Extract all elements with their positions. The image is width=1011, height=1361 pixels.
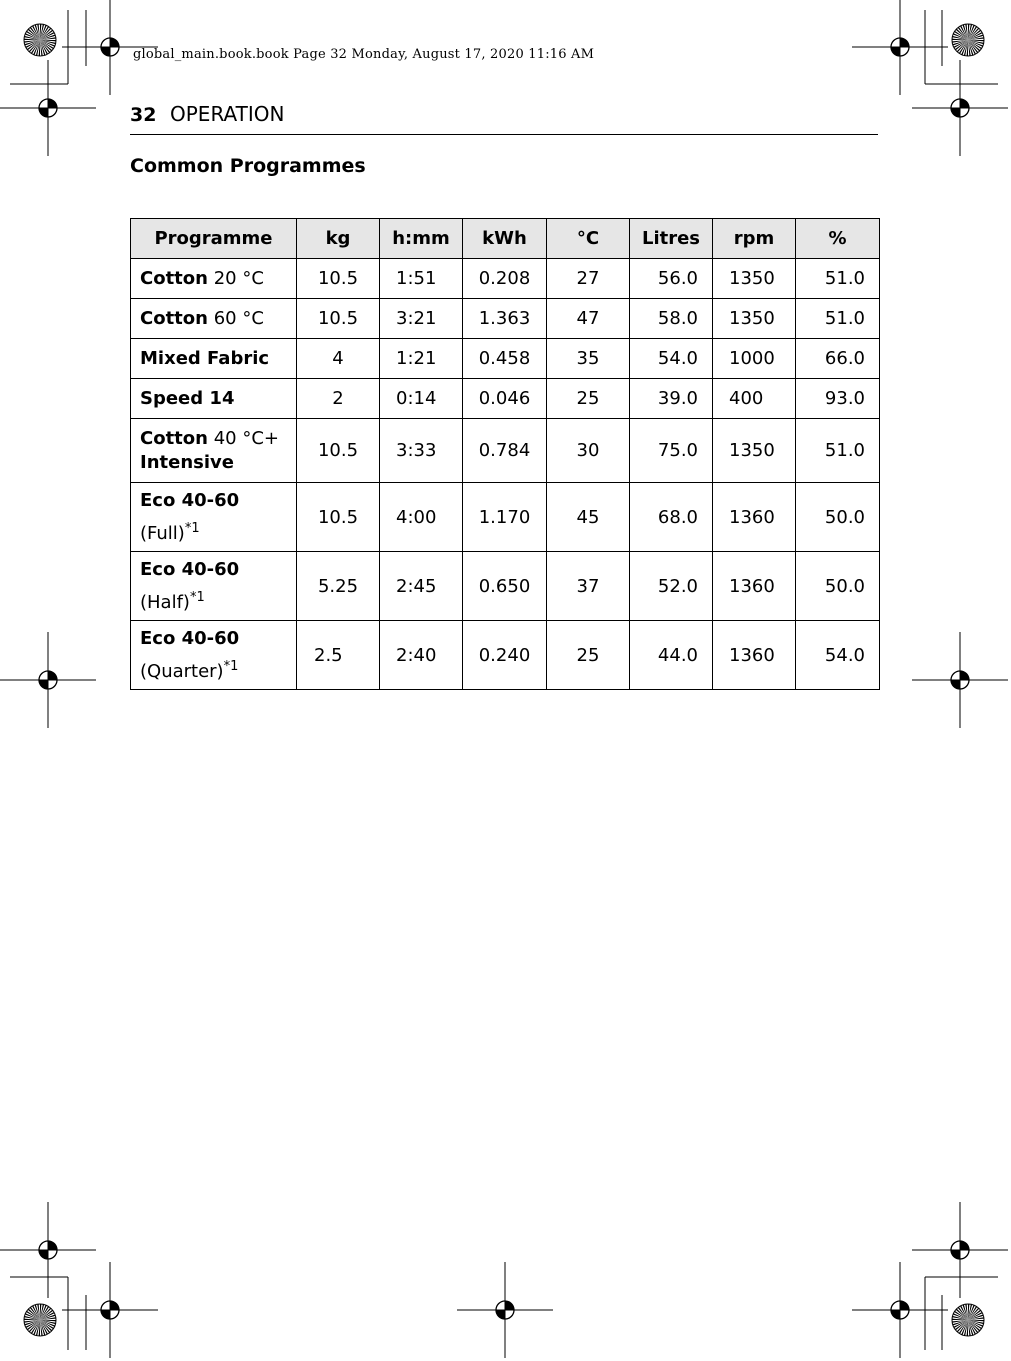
litres-cell: 44.0 bbox=[630, 621, 713, 690]
table-row bbox=[131, 552, 880, 621]
section-label: OPERATION bbox=[170, 102, 285, 126]
kg-cell: 2 bbox=[297, 379, 380, 419]
rpm-cell: 1350 bbox=[713, 259, 796, 299]
rpm-cell: 1350 bbox=[713, 419, 796, 483]
time-cell: 1:21 bbox=[380, 339, 463, 379]
programme-name: Eco 40-60 (Quarter)$^{*1}$ bbox=[131, 621, 297, 690]
kwh-cell: 1.170 bbox=[463, 483, 547, 552]
kg-cell: 10.5 bbox=[297, 483, 380, 552]
time-cell: 1:51 bbox=[380, 259, 463, 299]
footnote-marker: *1 bbox=[189, 589, 205, 605]
programme-name: Speed 14 bbox=[131, 379, 297, 419]
rpm-cell: 1000 bbox=[713, 339, 796, 379]
temp-cell: 27 bbox=[547, 259, 630, 299]
table-header-row bbox=[131, 219, 880, 259]
radial-star-target-icon bbox=[952, 24, 984, 56]
rpm-cell: 1360 bbox=[713, 483, 796, 552]
table-row bbox=[131, 483, 880, 552]
kwh-cell: 0.650 bbox=[463, 552, 547, 621]
litres-cell: 52.0 bbox=[630, 552, 713, 621]
table-row bbox=[131, 299, 880, 339]
table-row bbox=[131, 259, 880, 299]
temp-cell: 25 bbox=[547, 621, 630, 690]
litres-cell: 75.0 bbox=[630, 419, 713, 483]
table-row bbox=[131, 379, 880, 419]
radial-star-target-icon bbox=[24, 24, 56, 56]
temp-cell: 30 bbox=[547, 419, 630, 483]
column-header: Litres bbox=[630, 219, 713, 259]
section-title: Common Programmes bbox=[130, 155, 366, 177]
column-header: Programme bbox=[131, 219, 297, 259]
column-header: kg bbox=[297, 219, 380, 259]
kg-cell: 10.5 bbox=[297, 259, 380, 299]
column-header: kWh bbox=[463, 219, 547, 259]
litres-cell: 58.0 bbox=[630, 299, 713, 339]
programme-name: Eco 40-60 (Half)$^{*1}$ bbox=[131, 552, 297, 621]
percent-cell: 50.0 bbox=[796, 552, 880, 621]
rpm-cell: 1350 bbox=[713, 299, 796, 339]
table-row bbox=[131, 621, 880, 690]
time-cell: 4:00 bbox=[380, 483, 463, 552]
kg-cell: 2.5 bbox=[297, 621, 380, 690]
percent-cell: 93.0 bbox=[796, 379, 880, 419]
time-cell: 0:14 bbox=[380, 379, 463, 419]
percent-cell: 50.0 bbox=[796, 483, 880, 552]
time-cell: 3:21 bbox=[380, 299, 463, 339]
kwh-cell: 0.458 bbox=[463, 339, 547, 379]
litres-cell: 39.0 bbox=[630, 379, 713, 419]
kg-cell: 4 bbox=[297, 339, 380, 379]
programme-name: Cotton 40 °C+ Intensive bbox=[131, 419, 297, 483]
column-header: % bbox=[796, 219, 880, 259]
rpm-cell: 1360 bbox=[713, 621, 796, 690]
column-header: °C bbox=[547, 219, 630, 259]
table-row bbox=[131, 419, 880, 483]
time-cell: 2:40 bbox=[380, 621, 463, 690]
litres-cell: 54.0 bbox=[630, 339, 713, 379]
kwh-cell: 1.363 bbox=[463, 299, 547, 339]
time-cell: 3:33 bbox=[380, 419, 463, 483]
column-header: h:mm bbox=[380, 219, 463, 259]
temp-cell: 37 bbox=[547, 552, 630, 621]
temp-cell: 45 bbox=[547, 483, 630, 552]
kwh-cell: 0.046 bbox=[463, 379, 547, 419]
column-header: rpm bbox=[713, 219, 796, 259]
rpm-cell: 400 bbox=[713, 379, 796, 419]
radial-star-target-icon bbox=[24, 1304, 56, 1336]
programmes-table bbox=[130, 218, 880, 690]
temp-cell: 47 bbox=[547, 299, 630, 339]
litres-cell: 56.0 bbox=[630, 259, 713, 299]
print-header: global_main.book.book Page 32 Monday, August 17, 2020 11:16 AM bbox=[133, 47, 595, 62]
kg-cell: 10.5 bbox=[297, 419, 380, 483]
programme-name: Mixed Fabric bbox=[131, 339, 297, 379]
programme-name: Cotton 20 °C bbox=[131, 259, 297, 299]
percent-cell: 51.0 bbox=[796, 299, 880, 339]
footnote-marker: *1 bbox=[184, 520, 200, 536]
page-number: 32 bbox=[130, 104, 157, 126]
kwh-cell: 0.784 bbox=[463, 419, 547, 483]
temp-cell: 25 bbox=[547, 379, 630, 419]
kwh-cell: 0.240 bbox=[463, 621, 547, 690]
percent-cell: 66.0 bbox=[796, 339, 880, 379]
kwh-cell: 0.208 bbox=[463, 259, 547, 299]
kg-cell: 5.25 bbox=[297, 552, 380, 621]
percent-cell: 54.0 bbox=[796, 621, 880, 690]
percent-cell: 51.0 bbox=[796, 259, 880, 299]
footnote-marker: *1 bbox=[223, 658, 239, 674]
time-cell: 2:45 bbox=[380, 552, 463, 621]
litres-cell: 68.0 bbox=[630, 483, 713, 552]
page-header bbox=[130, 102, 878, 135]
rpm-cell: 1360 bbox=[713, 552, 796, 621]
table-row bbox=[131, 339, 880, 379]
programme-name: Cotton 60 °C bbox=[131, 299, 297, 339]
temp-cell: 35 bbox=[547, 339, 630, 379]
percent-cell: 51.0 bbox=[796, 419, 880, 483]
kg-cell: 10.5 bbox=[297, 299, 380, 339]
programme-name: Eco 40-60 (Full)$^{*1}$ bbox=[131, 483, 297, 552]
radial-star-target-icon bbox=[952, 1304, 984, 1336]
